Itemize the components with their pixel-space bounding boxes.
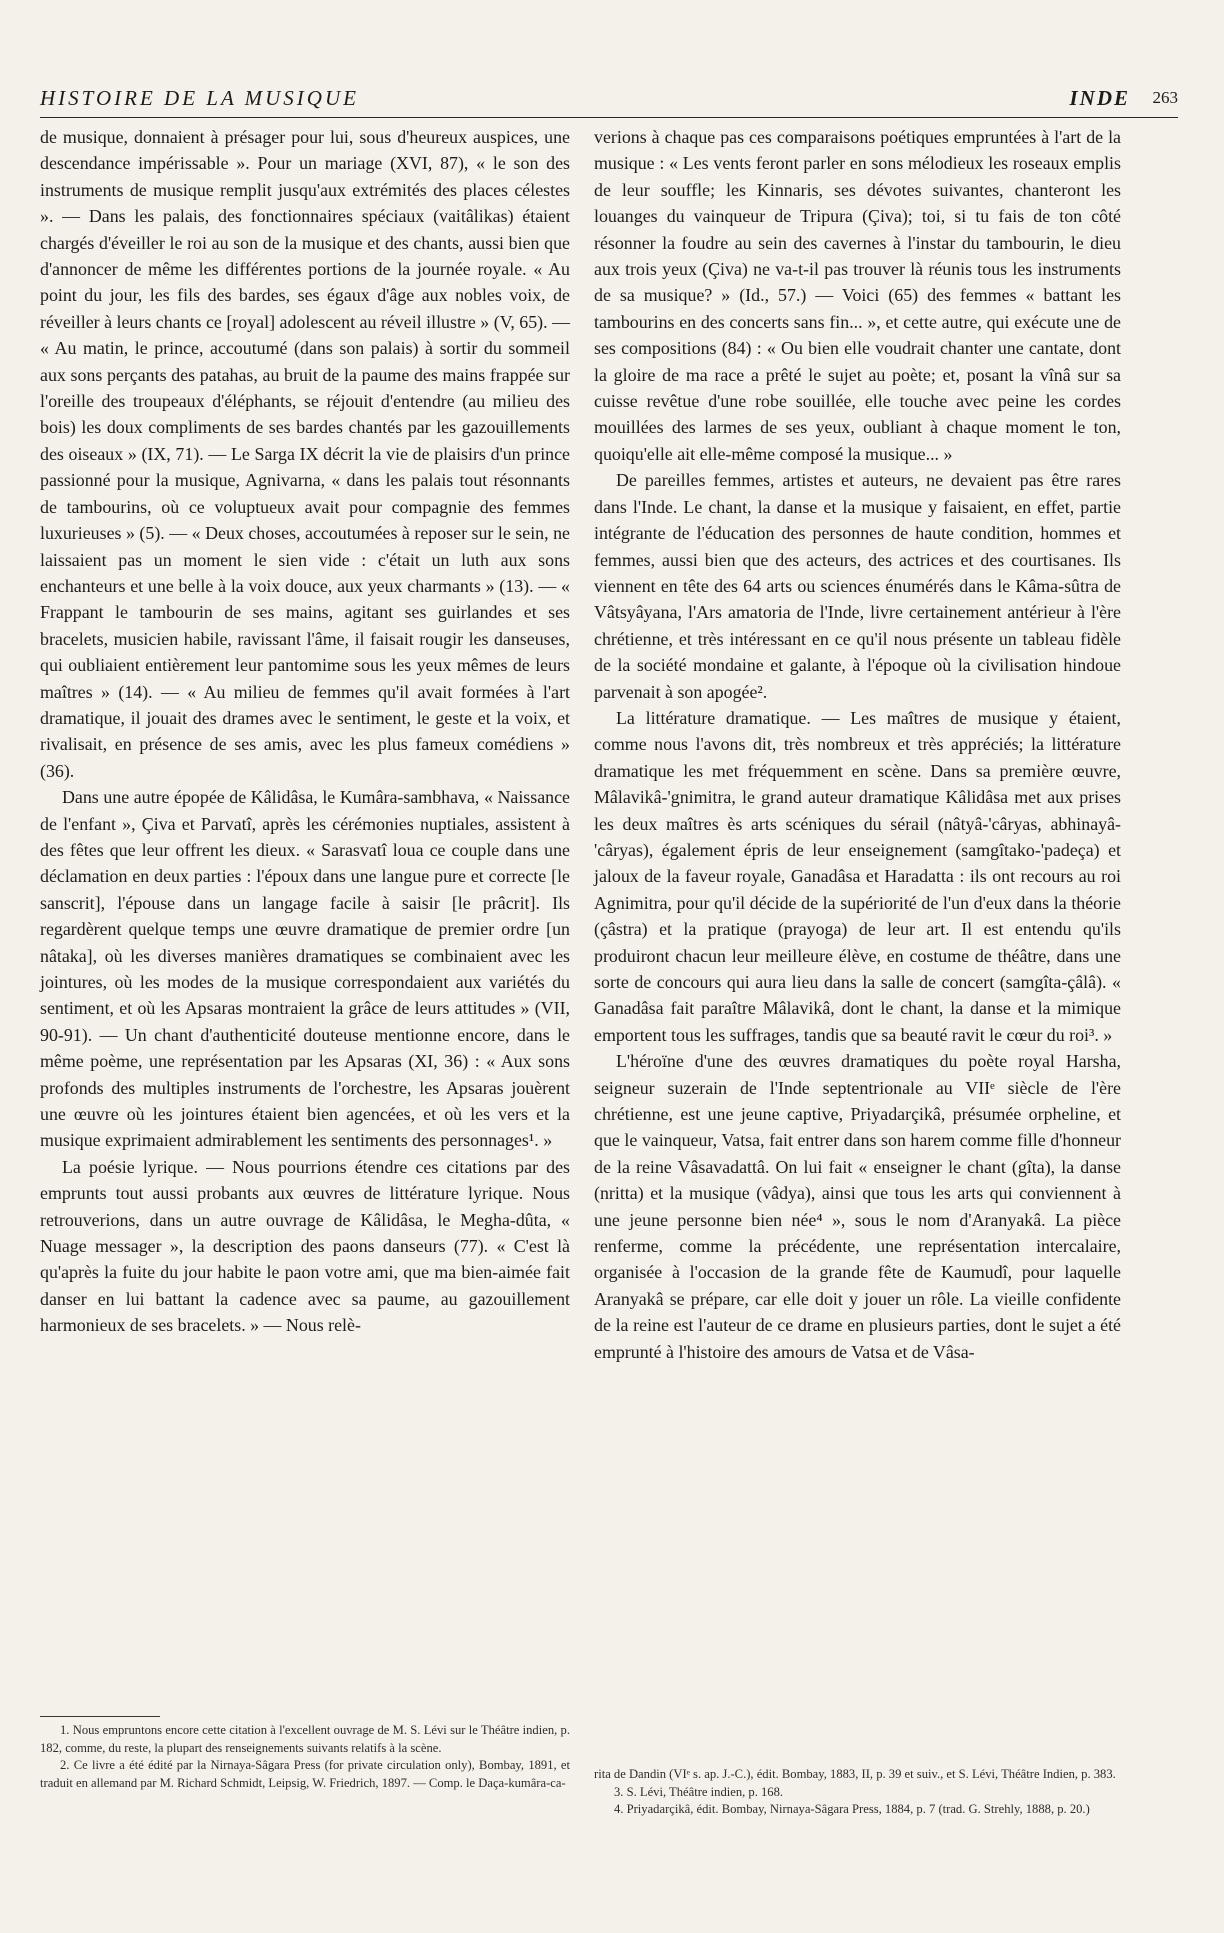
footnotes-right (594, 1766, 1121, 1819)
paragraph: La littérature dramatique. — Les maîtres de musique y étaient, comme nous l'avons dit, très nombreux et très appréciés; la littérature dramatique les met fréquemment en scène. Dans sa première œuvre, Mâlavikâ-'gnimitra, le grand auteur dramatique Kâlidâsa met aux prises les deux maîtres ès arts scéniques du sérail (nâtyâ-'câryas, abhinayâ-'câryas), également épris de leur enseignement (samgîtako-'padeça) et jaloux de la faveur royale, Ganadâsa et Haradatta : ils ont recours au roi Agnimitra, pour qu'il décide de la supériorité de l'un d'eux dans la théorie (çâstra) et la pratique (prayoga) de leur art. Il est entendu qu'ils produiront chacun leur meilleure élève, en costume de théâtre, dans une sorte de concours qui aura lieu dans la salle de concert (samgîta-çâlâ). « Ganadâsa fait paraître Mâlavikâ, dont le chant, la danse et la mimique emportent tous les suffrages, tandis que sa beauté ravit le cœur du roi³. » (594, 707, 1121, 1045)
paragraph: Dans une autre épopée de Kâlidâsa, le Kumâra-sambhava, « Naissance de l'enfant », Çiva et Parvatî, après les cérémonies nuptiales, assistent à des fêtes que leur offrent les dieux. « Sarasvatî loua ce couple dans une déclamation en deux parties : l'époux dans une langue pure et correcte [le sanscrit], l'épouse dans un langage facile à saisir [le prâcrit]. Ils regardèrent quelque temps une œuvre dramatique de premier ordre [un nâtaka], où les diverses manières dramatiques se combinaient avec les jointures, où les modes de la musique correspondaient aux variétés du sentiment, et où les Apsaras montraient la grâce de leurs attitudes » (VII, 90-91). — Un chant d'authenticité douteuse mentionne encore, dans le même poème, une représentation par les Apsaras (XI, 36) : « Aux sons profonds des multiples instruments de l'orchestre, les Apsaras jouèrent une œuvre où les jointures étaient bien agencées, et où les vers et la musique exprimaient admirablement les sentiments des personnages¹. » (40, 787, 570, 1151)
right-column (594, 124, 1121, 1365)
footnote: 3. S. Lévi, Théâtre indien, p. 168. (614, 1784, 784, 1799)
footnote: 2. Ce livre a été édité par la Nirnaya-Sâgara Press (for private circulation only), Bombay, 1891, et traduit en allemand par M. Richard Schmidt, Leipsig, W. Friedrich, 1897. — Comp. le Daça-kumâra-ca- (40, 1758, 570, 1790)
paragraph: verions à chaque pas ces comparaisons poétiques empruntées à l'art de la musique : « Les vents feront parler en sons mélodieux les roseaux emplis de leur souffle; les Kinnaris, ses dévotes suivantes, chanteront les louanges du vainqueur de Tripura (Çiva); toi, si tu fais de ton côté résonner la foudre au sein des cavernes à l'instar du tambourin, le dieu aux trois yeux (Çiva) ne va-t-il pas trouver là réunis tous les instruments de sa musique? » (Id., 57.) — Voici (65) des femmes « battant les tambourins en des concerts sans fin... », et cette autre, qui exécute une de ses compositions (84) : « Ou bien elle voudrait chanter une cantate, dont la gloire de ma race a prêté le sujet au poète; et, posant la vînâ sur sa cuisse revêtue d'une robe souillée, elle touche avec peine les cordes mouillées des larmes de ses yeux, oubliant à chaque moment le ton, quoiqu'elle ait elle-même composé la musique... » (594, 127, 1121, 464)
footnotes-left (40, 1722, 570, 1792)
footnote: 4. Priyadarçikâ, édit. Bombay, Nirnaya-Sâgara Press, 1884, p. 7 (trad. G. Strehly, 1888, p. 20.) (614, 1802, 1090, 1816)
running-header (40, 86, 1178, 114)
header-section: INDE (1069, 86, 1130, 110)
footnote: 1. Nous empruntons encore cette citation à l'excellent ouvrage de M. S. Lévi sur le Théâtre indien, p. 182, comme, du reste, la plupart des renseignements suivants relatifs à la scène. (40, 1723, 570, 1755)
left-column (40, 124, 570, 1339)
footnote: rita de Dandin (VIᵉ s. ap. J.-C.), édit. Bombay, 1883, II, p. 39 et suiv., et S. Lévi, Théâtre Indien, p. 383. (594, 1767, 1116, 1781)
paragraph: de musique, donnaient à présager pour lui, sous d'heureux auspices, une descendance impérissable ». Pour un mariage (XVI, 87), « le son des instruments de musique remplit jusqu'aux extrémités des places célestes ». — Dans les palais, des fonctionnaires spéciaux (vaitâlikas) étaient chargés d'éveiller le roi au son de la musique et des chants, aussi bien que d'annoncer de même les différentes portions de la journée royale. « Au point du jour, les fils des bardes, ses égaux d'âge aux nobles voix, de réveiller à leurs chants ce [royal] adolescent au réveil illustre » (V, 65). — « Au matin, le prince, accoutumé (dans son palais) à sortir du sommeil aux sons perçants des patahas, au bruit de la paume des mains frappée sur l'oreille des troupeaux d'éléphants, se réjouit d'entendre (au milieu des bois) les doux compliments de ses bardes chantés par les gazouillements des oiseaux » (IX, 71). — Le Sarga IX décrit la vie de plaisirs d'un prince passionné pour la musique, Agnivarna, « dans les palais tout résonnants de tambourins, où ce voluptueux avait pour compagnie des femmes luxurieuses » (5). — « Deux choses, accoutumées à reposer sur le sein, ne laissaient pas un moment le sien vide : c'était un luth aux sons enchanteurs et une belle à la voix douce, aux yeux charmants » (13). — « Frappant le tambourin de ses mains, agitant ses guirlandes et ses bracelets, musicien habile, ravissant l'âme, il faisait rougir les danseuses, qui oubliaient entièrement leur pantomime sous les yeux mêmes de leurs maîtres » (14). — « Au milieu de femmes qu'il avait formées à l'art dramatique, il jouait des drames avec le sentiment, le geste et la voix, et rivalisait, en présence de ses amis, avec les plus fameux comédiens » (36). (40, 127, 570, 781)
paragraph: L'héroïne d'une des œuvres dramatiques du poète royal Harsha, seigneur suzerain de l'Inde septentrionale au VIIᵉ siècle de l'ère chrétienne, est une jeune captive, Priyadarçikâ, présumée orpheline, et que le vainqueur, Vatsa, fait entrer dans son harem comme fille d'honneur de la reine Vâsavadattâ. On lui fait « enseigner le chant (gîta), la danse (nritta) et la musique (vâdya), ainsi que tous les arts qui conviennent à une jeune personne bien née⁴ », sous le nom d'Aranyakâ. La pièce renferme, comme la précédente, une représentation intercalaire, organisée à l'occasion de la grande fête de Kaumudî, pour laquelle Aranyakâ se prépare, car elle doit y jouer un rôle. La vieille confidente de la reine est l'auteur de ce drame en plusieurs parties, dont le sujet a été emprunté à l'histoire des amours de Vatsa et de Vâsa- (594, 1051, 1121, 1362)
paragraph: La poésie lyrique. — Nous pourrions étendre ces citations par des emprunts tout aussi probants aux œuvres de littérature lyrique. Nous retrouverions, dans un autre ouvrage de Kâlidâsa, le Megha-dûta, « Nuage messager », la description des paons danseurs (77). « C'est là qu'après la fuite du jour habite le paon votre ami, que ma bien-aimée fait danser en lui battant la cadence avec sa paume, au gazouillement harmonieux de ses bracelets. » — Nous relè- (40, 1156, 570, 1336)
header-rule (40, 117, 1178, 118)
paragraph: De pareilles femmes, artistes et auteurs, ne devaient pas être rares dans l'Inde. Le chant, la danse et la musique y faisaient, en effet, partie intégrante de l'éducation des personnes de haute condition, hommes et femmes, aussi bien que des acteurs, des actrices et des courtisanes. Ils viennent en tête des 64 arts ou sciences énumérés dans le Kâma-sûtra de Vâtsyâyana, l'Ars amatoria de l'Inde, livre certainement antérieur à l'ère chrétienne, et très intéressant en ce qu'il nous présente un tableau fidèle de la société mondaine et galante, à l'époque où la civilisation hindoue parvenait à son apogée². (594, 470, 1121, 702)
footnote-rule (40, 1716, 160, 1717)
header-title: HISTOIRE DE LA MUSIQUE (40, 86, 359, 110)
page-number: 263 (1152, 88, 1178, 107)
